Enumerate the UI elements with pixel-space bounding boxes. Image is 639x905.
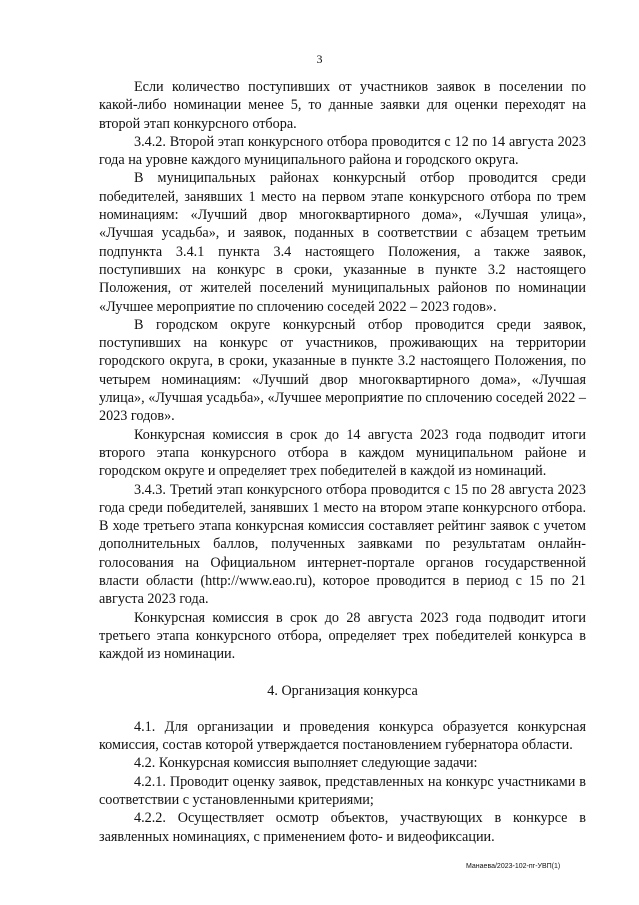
paragraph: В муниципальных районах конкурсный отбор проводится среди победителей, занявших 1 место на первом этапе конкурсного отбора по трем номинациям: «Лучший двор многоквартирного дома», «Лучшая улица», «Лучшая усадьба», и заявок, поданных в соответствии с абзацем третьим подпункта 3.4.1 пункта 3.4 настоящего Положения, а также заявок, поступивших на конкурс в сроки, указанные в пункте 3.2 настоящего Положения, от жителей поселений муниципальных районов по номинации «Лучшее мероприятие по сплочению соседей 2022 – 2023 годов». xyxy=(99,170,586,315)
paragraph: 4.2.1. Проводит оценку заявок, представленных на конкурс участниками в соответствии с установленными критериями; xyxy=(99,773,586,808)
paragraph: Если количество поступивших от участников заявок в поселении по какой-либо номинации менее 5, то данные заявки для оценки переходят на второй этап конкурсного отбора. xyxy=(99,79,586,132)
paragraph: 4.2.2. Осуществляет осмотр объектов, участвующих в конкурсе в заявленных номинациях, с применением фото- и видеофиксации. xyxy=(99,810,586,845)
document-body xyxy=(99,78,586,846)
paragraph: Конкурсная комиссия в срок до 14 августа 2023 года подводит итоги второго этапа конкурсного отбора в каждом муниципальном районе и городском округе и определяет трех победителей в каждой из номинаций. xyxy=(99,426,586,480)
section-heading: 4. Организация конкурса xyxy=(267,682,418,699)
page-number: 3 xyxy=(316,52,323,66)
paragraph: 3.4.3. Третий этап конкурсного отбора проводится с 15 по 28 августа 2023 года среди победителей, занявших 1 место на втором этапе конкурсного отбора. В ходе третьего этапа конкурсная комиссия составляет рейтинг заявок с учетом дополнительных баллов, полученных заявками по результатам онлайн-голосования на Официальном интернет-портале органов государственной власти области (http://www.eao.ru), которое проводится в период с 15 по 21 августа 2023 года. xyxy=(99,481,586,608)
paragraph: 4.2. Конкурсная комиссия выполняет следующие задачи: xyxy=(134,755,478,772)
paragraph: Конкурсная комиссия в срок до 28 августа 2023 года подводит итоги третьего этапа конкурсного отбора, определяет трех победителей конкурса в каждой из номинации. xyxy=(99,609,586,663)
document-reference: Манаева/2023-102-пг-УВП(1) xyxy=(466,863,561,870)
paragraph: 4.1. Для организации и проведения конкурса образуется конкурсная комиссия, состав которой утверждается постановлением губернатора области. xyxy=(99,718,586,754)
paragraph: В городском округе конкурсный отбор проводится среди заявок, поступивших на конкурс от участников, проживающих на территории городского округа, в сроки, указанные в пункте 3.2 настоящего Положения, по четырем номинациям: «Лучший двор многоквартирного дома», «Лучшая улица», «Лучшая усадьба», «Лучшее мероприятие по сплочению соседей 2022 – 2023 годов». xyxy=(99,316,586,425)
paragraph: 3.4.2. Второй этап конкурсного отбора проводится с 12 по 14 августа 2023 года на уровне каждого муниципального района и городского округа. xyxy=(99,133,586,169)
